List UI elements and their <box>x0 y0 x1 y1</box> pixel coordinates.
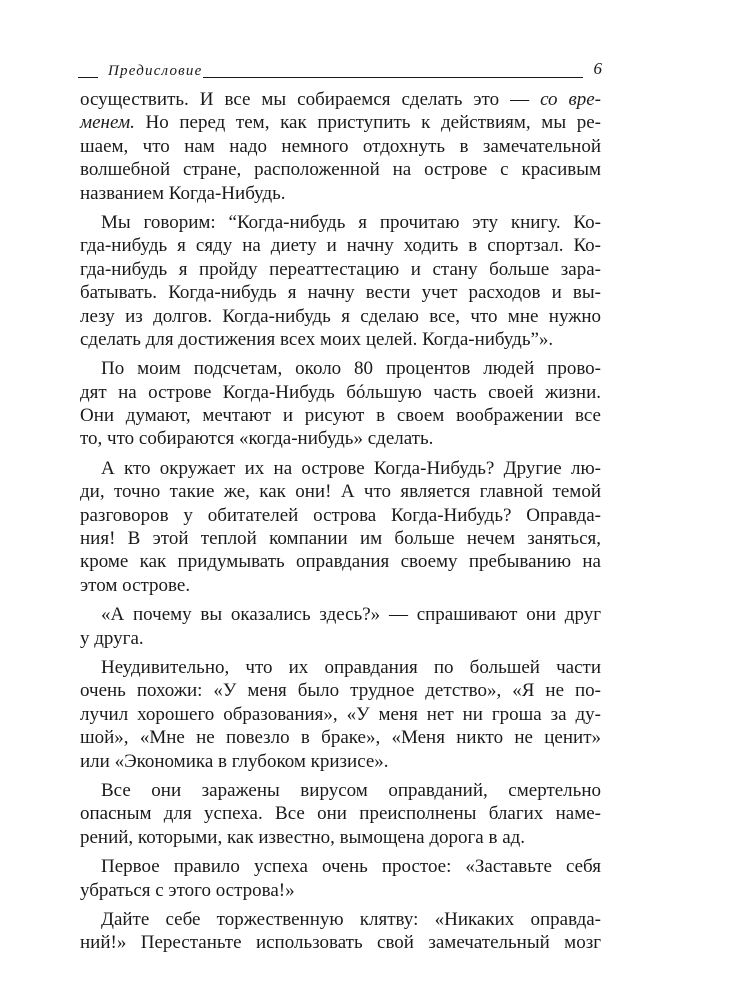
text-line: А кто окружает их на острове Когда-Нибудь? Другие лю- <box>101 457 601 479</box>
page-number: 6 <box>593 59 602 78</box>
italic-text: менем. <box>80 112 135 134</box>
text-line: волшебной стране, расположенной на острове с красивым <box>80 159 601 181</box>
paragraph-9 <box>80 908 601 955</box>
text-line: ния! В этой теплой компании им больше нечем заняться, <box>80 528 601 550</box>
text-line: шой», «Мне не повезло в браке», «Меня никто не ценит» <box>80 727 601 749</box>
header-rule-right <box>203 77 583 78</box>
text-line: дят на острове Когда-Нибудь бóльшую часть своей жизни. <box>80 381 601 403</box>
text-line: лучил хорошего образования», «У меня нет ни гроша за ду- <box>80 703 601 725</box>
text-line: Они думают, мечтают и рисуют в своем воображении все <box>80 405 601 427</box>
text-span: осуществить. И все мы собираемся сделать это — <box>80 89 541 110</box>
text-line: батывать. Когда-нибудь я начну вести учет расходов и вы- <box>80 282 601 304</box>
paragraph-4 <box>80 457 601 597</box>
text-line <box>80 88 601 111</box>
section-title: Предисловие <box>108 63 203 79</box>
text-line: По моим подсчетам, около 80 процентов людей прово- <box>101 358 601 380</box>
paragraph-1 <box>80 88 601 205</box>
text-line: убраться с этого острова!» <box>80 879 295 901</box>
text-line: гда-нибудь я пройду переаттестацию и стану больше зара- <box>80 258 601 280</box>
text-line: сделать для достижения всех моих целей. Когда-нибудь”». <box>80 328 554 350</box>
text-line: Первое правило успеха очень простое: «Заставьте себя <box>101 856 601 878</box>
text-line: Все они заражены вирусом оправданий, смертельно <box>101 779 601 801</box>
text-line: опасным для успеха. Все они преисполнены благих наме- <box>80 803 601 825</box>
text-line: или «Экономика в глубоком кризисе». <box>80 750 389 772</box>
text-line: Мы говорим: “Когда-нибудь я прочитаю эту книгу. Ко- <box>101 211 601 233</box>
body-text <box>80 88 601 961</box>
text-line: разговоров у обитателей острова Когда-Нибудь? Оправда- <box>80 504 601 526</box>
text-line: то, что собираются «когда-нибудь» сделать. <box>80 428 434 450</box>
text-line: ний!» Перестаньте использовать свой замечательный мозг <box>80 932 601 954</box>
paragraph-2 <box>80 211 601 351</box>
text-line: Неудивительно, что их оправдания по большей части <box>101 656 601 678</box>
text-line: «А почему вы оказались здесь?» — спрашивают они друг <box>101 604 601 626</box>
paragraph-5 <box>80 603 601 650</box>
paragraph-6 <box>80 656 601 773</box>
text-line: у друга. <box>80 627 144 649</box>
italic-text: со вре- <box>540 89 602 110</box>
text-line <box>80 111 601 134</box>
text-line: Дайте себе торжественную клятву: «Никаких оправда- <box>101 908 601 930</box>
text-line: кроме как придумывать оправдания своему пребыванию на <box>80 551 601 573</box>
text-line: этом острове. <box>80 574 191 596</box>
text-line: названием Когда-Нибудь. <box>80 182 286 204</box>
text-line: рений, которыми, как известно, вымощена дорога в ад. <box>80 826 526 848</box>
text-line: шаем, что нам надо немного отдохнуть в замечательной <box>80 135 601 157</box>
text-span: Но перед тем, как приступить к действиям, мы ре- <box>134 112 601 134</box>
text-line: лезу из долгов. Когда-нибудь я сделаю все, что мне нужно <box>80 305 601 327</box>
paragraph-7 <box>80 779 601 849</box>
text-line: гда-нибудь я сяду на диету и начну ходить в спортзал. Ко- <box>80 235 601 257</box>
text-line: очень похожи: «У меня было трудное детство», «Я не по- <box>80 680 601 702</box>
running-header <box>78 59 602 84</box>
text-line: ди, точно такие же, как они! А что является главной темой <box>80 481 601 503</box>
paragraph-3 <box>80 357 601 451</box>
paragraph-8 <box>80 855 601 902</box>
header-rule-left <box>78 77 98 78</box>
